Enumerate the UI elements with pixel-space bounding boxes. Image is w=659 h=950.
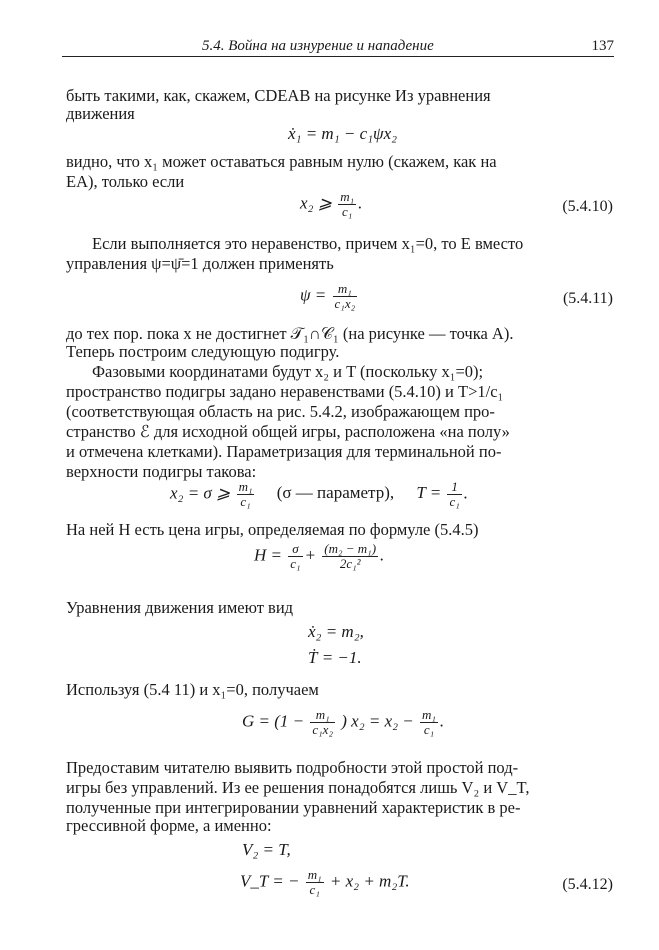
fraction	[333, 282, 358, 311]
formula-motion-t: Ṫ = −1.	[308, 648, 362, 667]
text-line: Фазовыми координатами будут x₂ и T (поскольку x₁=0);	[92, 362, 484, 381]
text-line: Теперь построим следующую подигру.	[66, 342, 340, 361]
text-line: Предоставим читателю выявить подробности этой простой под-	[66, 758, 519, 777]
formula-part: ψ =	[300, 285, 327, 305]
numerator: m₁	[333, 282, 358, 297]
numerator: m₁	[310, 708, 335, 723]
fraction	[237, 480, 255, 509]
denominator: c₁x₂	[334, 296, 356, 311]
text-line: до тех пор. пока x не достигнет 𝒯₁∩𝒞₁ (на рисунке — точка A).	[66, 324, 514, 343]
formula-5-4-10: x₂ ⩾ $\frac{\text{m₁}}{\text{c₁}}$ .	[300, 189, 363, 219]
formula-value-h: H = $\frac{\sigma}{\text{c₁}}$ + $\frac{\text{(m₂ − m₁)}}{\text{2c₁²}}$ .	[254, 541, 385, 571]
equation-number: (5.4.12)	[562, 876, 613, 893]
formula-5-4-11	[300, 282, 359, 311]
text-line: Используя (5.4 11) и x₁=0, получаем	[66, 680, 319, 699]
text-line: EA), только если	[66, 172, 185, 191]
numerator: (m₂ − m₁)	[324, 541, 377, 556]
text-line: и отмечена клетками). Параметризация для терминальной по-	[66, 442, 502, 461]
denominator: c₁	[309, 882, 320, 897]
denominator: c₁	[290, 556, 301, 571]
formula-part: (σ — параметр),	[276, 483, 395, 503]
numerator: m₁	[340, 189, 355, 204]
formula-part: x₂ = σ ⩾	[170, 483, 231, 503]
formula-v2: V₂ = T,	[242, 840, 291, 859]
formula-part: x₂ ⩾	[300, 193, 332, 213]
text-line: На ней H есть цена игры, определяемая по формуле (5.4.5)	[66, 520, 479, 539]
formula-5-4-12	[240, 868, 410, 897]
formula-part: H =	[254, 545, 282, 565]
fraction	[306, 868, 324, 897]
text-line: грессивной форме, а именно:	[66, 816, 272, 835]
numerator: m₁	[422, 707, 436, 722]
denominator: c₁	[449, 494, 460, 509]
text-line: полученные при интегрировании уравнений характеристик в ре-	[66, 798, 521, 817]
fraction	[447, 480, 461, 509]
formula-part: T =	[416, 483, 442, 503]
numerator: 1	[447, 480, 461, 495]
running-header	[62, 28, 614, 57]
formula-part: + x₂ + m₂T.	[329, 871, 410, 891]
denominator: 2c₁²	[339, 556, 361, 571]
page-number: 137	[591, 38, 614, 54]
formula-part: V_T = −	[240, 871, 300, 891]
equation-number: (5.4.10)	[562, 198, 613, 215]
text-line: Уравнения движения имеют вид	[66, 598, 294, 617]
fraction	[310, 708, 335, 737]
text-line: пространство подигры задано неравенствами (5.4.10) и T>1/c₁	[66, 382, 504, 401]
text-line: (соответствующая область на рис. 5.4.2, изображающем про-	[66, 402, 495, 421]
fraction	[322, 542, 378, 571]
denominator: c₁x₂	[312, 722, 333, 737]
text-line: верхности подигры такова:	[66, 462, 257, 481]
formula-part: ) x₂ = x₂ −	[341, 711, 414, 731]
fraction	[288, 542, 302, 571]
text-line: управления ψ=ψ̄=1 должен применять	[66, 254, 334, 273]
fraction	[338, 190, 356, 219]
formula-motion-x2: ẋ₂ = m₂,	[308, 622, 364, 641]
text-line: игры без управлений. Из ее решения понадобятся лишь V₂ и V_T,	[66, 778, 530, 797]
text-line: движения	[66, 104, 135, 123]
text-line: быть такими, как, скажем, CDEAB на рисунке Из уравнения	[66, 86, 491, 105]
formula-motion-x1: ẋ₁ = m₁ − c₁ψx₂	[288, 124, 398, 143]
text-line: видно, что x₁ может оставаться равным нулю (скажем, как на	[66, 152, 497, 171]
denominator: c₁	[423, 722, 435, 737]
formula-parametrization: x₂ = σ ⩾ $\frac{\text{m₁}}{\text{c₁}}$ (σ — параметр), T = $\frac{1}{\text{c₁}}$ .	[170, 479, 469, 509]
denominator: c₁	[240, 494, 251, 509]
denominator: c₁	[342, 204, 353, 219]
formula-part: G = (1 −	[242, 711, 305, 731]
numerator: σ	[288, 542, 302, 557]
numerator: m₁	[307, 867, 322, 882]
header-title: 5.4. Война на изнурение и нападение	[202, 38, 434, 54]
text-line: странство ℰ для исходной общей игры, расположена «на полу»	[66, 422, 510, 441]
formula-g: G = (1 − $\frac{\text{m₁}}{\text{c₁x₂}}$ ) x₂ = x₂ − $\frac{\text{m₁}}{\text{c₁}}$ .	[242, 707, 445, 737]
numerator: m₁	[238, 479, 253, 494]
equation-number: (5.4.11)	[562, 290, 613, 307]
text-line: Если выполняется это неравенство, причем x₁=0, то E вместо	[92, 234, 524, 253]
fraction	[420, 708, 438, 737]
